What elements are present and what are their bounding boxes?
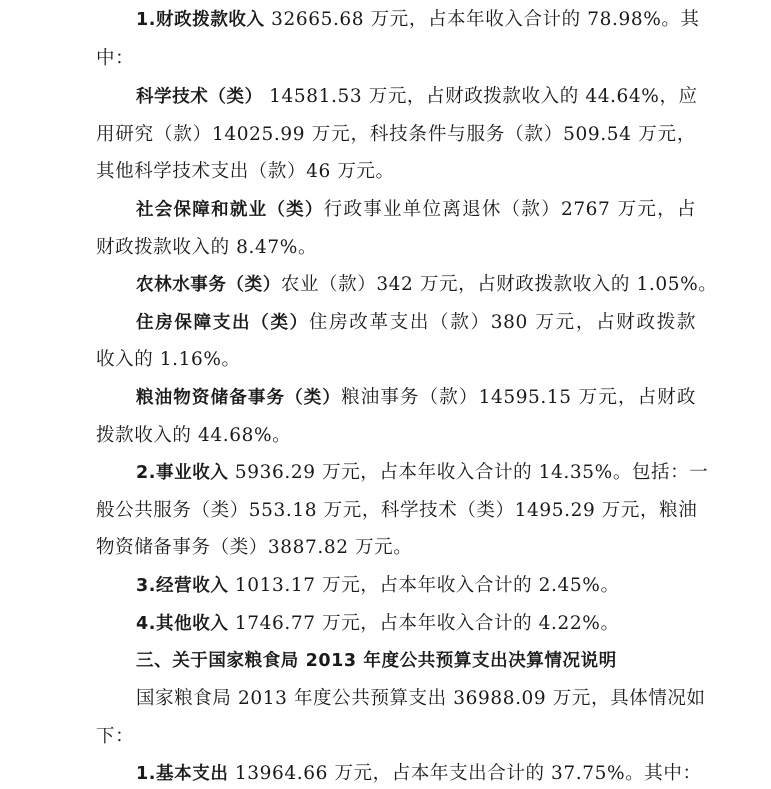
item-heading: 4.其他收入 <box>136 614 229 634</box>
line-text: 农业（款）342 万元，占财政拨款收入的 1.05%。 <box>280 274 718 295</box>
paragraph-line <box>136 85 696 109</box>
paragraph-line <box>96 123 696 147</box>
paragraph-line <box>96 160 696 184</box>
line-text: 般公共服务（类）553.18 万元，科学技术（类）1495.29 万元，粮油 <box>96 500 698 521</box>
item-heading: 1.财政拨款收入 <box>136 10 265 30</box>
item-heading: 2.事业收入 <box>136 463 229 483</box>
line-text: 住房改革支出（款）380 万元，占财政拨款 <box>308 312 696 333</box>
category-heading: 农林水事务（类） <box>136 275 281 295</box>
category-heading: 科学技术（类） <box>136 87 263 107</box>
line-text: 14581.53 万元，占财政拨款收入的 44.64%，应 <box>262 86 698 107</box>
line-text: 中： <box>96 48 135 69</box>
line-text: 其他科学技术支出（款）46 万元。 <box>96 161 395 182</box>
line-text: 拨款收入的 44.68%。 <box>96 425 292 446</box>
line-text: 5936.29 万元，占本年收入合计的 14.35%。包括：一 <box>228 462 709 483</box>
line-text: 行政事业单位离退休（款）2767 万元，占 <box>323 199 696 220</box>
line-text: 1746.77 万元，占本年收入合计的 4.22%。 <box>228 613 620 634</box>
paragraph-line <box>96 47 696 71</box>
paragraph-line <box>136 198 696 222</box>
paragraph-line <box>96 236 696 260</box>
section-heading <box>136 649 696 673</box>
paragraph-line <box>96 725 696 749</box>
line-text: 物资储备事务（类）3887.82 万元。 <box>96 537 413 558</box>
line-text: 1013.17 万元，占本年收入合计的 2.45%。 <box>228 575 620 596</box>
line-text: 收入的 1.16%。 <box>96 349 241 370</box>
paragraph-line <box>136 461 709 485</box>
line-text: 财政拨款收入的 8.47%。 <box>96 237 318 258</box>
line-text: 下： <box>96 726 135 747</box>
item-heading: 1.基本支出 <box>136 764 229 784</box>
paragraph-line <box>136 687 706 711</box>
category-heading: 社会保障和就业（类） <box>136 200 324 220</box>
paragraph-line <box>136 311 696 335</box>
paragraph-line <box>136 762 702 786</box>
item-heading: 3.经营收入 <box>136 576 229 596</box>
line-text: 用研究（款）14025.99 万元，科技条件与服务（款）509.54 万元， <box>96 124 696 145</box>
paragraph-line <box>136 273 718 297</box>
section-title: 三、关于国家粮食局 2013 年度公共预算支出决算情况说明 <box>136 651 617 671</box>
paragraph-line <box>136 8 700 32</box>
paragraph-line <box>96 348 696 372</box>
paragraph-line <box>136 612 696 636</box>
line-text: 国家粮食局 2013 年度公共预算支出 36988.09 万元，具体情况如 <box>136 688 706 709</box>
line-text: 32665.68 万元，占本年收入合计的 78.98%。其 <box>264 9 700 30</box>
line-text: 粮油事务（款）14595.15 万元，占财政 <box>341 387 696 408</box>
paragraph-line <box>96 424 696 448</box>
paragraph-line <box>96 499 696 523</box>
paragraph-line <box>96 536 696 560</box>
paragraph-line <box>136 574 696 598</box>
category-heading: 住房保障支出（类） <box>136 313 309 333</box>
line-text: 13964.66 万元，占本年支出合计的 37.75%。其中： <box>228 763 702 784</box>
paragraph-line <box>136 386 696 410</box>
category-heading: 粮油物资储备事务（类） <box>136 388 342 408</box>
